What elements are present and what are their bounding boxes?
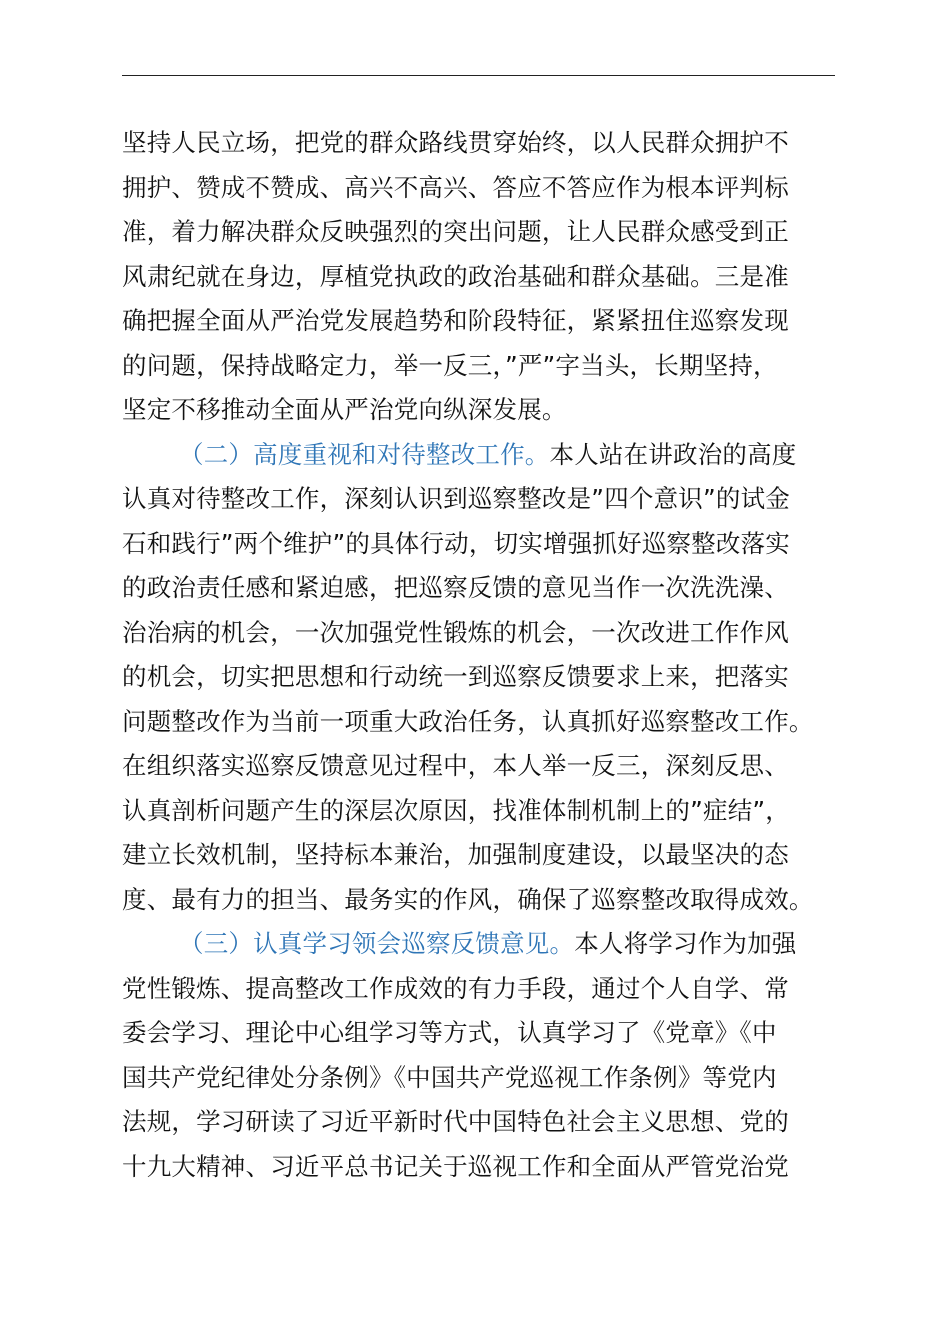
text-line: 准，着力解决群众反映强烈的突出问题，让人民群众感受到正 [122, 217, 789, 246]
text-line: 委会学习、理论中心组学习等方式，认真学习了《党章》《中 [122, 1018, 777, 1047]
section-3 [122, 922, 838, 1189]
text-line: 在组织落实巡察反馈意见过程中，本人举一反三，深刻反思、 [122, 751, 789, 780]
text-line: 度、最有力的担当、最务实的作风，确保了巡察整改取得成效。 [122, 884, 814, 914]
text-line: 确把握全面从严治党发展趋势和阶段特征，紧紧扭住巡察发现 [122, 306, 789, 335]
text-line: 坚定不移推动全面从严治党向纵深发展。 [122, 395, 567, 424]
section-2-heading: （二）高度重视和对待整改工作。 [179, 439, 550, 469]
text-line: 国共产党纪律处分条例》《中国共产党巡视工作条例》等党内 [122, 1062, 777, 1092]
section-3-heading: （三）认真学习领会巡察反馈意见。 [179, 929, 575, 958]
text-line: 党性锻炼、提高整改工作成效的有力手段，通过个人自学、常 [122, 973, 789, 1003]
text-line: 拥护、赞成不赞成、高兴不高兴、答应不答应作为根本评判标 [122, 172, 789, 202]
text-line: 风肃纪就在身边，厚植党执政的政治基础和群众基础。三是准 [122, 261, 789, 291]
section-2-first-line [122, 433, 838, 478]
text-line: 认真剖析问题产生的深层次原因，找准体制机制上的”症结”， [122, 795, 790, 825]
text-line: 的政治责任感和紧迫感，把巡察反馈的意见当作一次洗洗澡、 [122, 573, 789, 602]
text-line: 问题整改作为当前一项重大政治任务，认真抓好巡察整改工作。 [122, 706, 814, 736]
text-line: 法规，学习研读了习近平新时代中国特色社会主义思想、党的 [122, 1107, 789, 1136]
text-line: 建立长效机制，坚持标本兼治，加强制度建设，以最坚决的态 [122, 840, 789, 869]
text-line: 十九大精神、习近平总书记关于巡视工作和全面从严管党治党 [122, 1151, 789, 1181]
section-3-first-line [122, 922, 838, 967]
text-line: 的机会，切实把思想和行动统一到巡察反馈要求上来，把落实 [122, 662, 789, 691]
text-line: 认真对待整改工作，深刻认识到巡察整改是”四个意识”的试金 [122, 484, 790, 513]
text-line: 坚持人民立场，把党的群众路线贯穿始终，以人民群众拥护不 [122, 128, 789, 157]
paragraph-continued [122, 121, 838, 433]
section-3-first-line-text: 本人将学习作为加强 [574, 929, 797, 958]
section-2-first-line-text: 本人站在讲政治的高度 [549, 439, 797, 469]
text-line: 治治病的机会，一次加强党性锻炼的机会，一次改进工作作风 [122, 617, 789, 647]
text-line: 的问题，保持战略定力，举一反三，”严”字当头，长期坚持， [122, 350, 778, 380]
header-rule [122, 75, 835, 76]
section-2 [122, 433, 838, 923]
page-body [122, 121, 838, 1189]
text-line: 石和践行”两个维护”的具体行动，切实增强抓好巡察整改落实 [122, 528, 790, 558]
